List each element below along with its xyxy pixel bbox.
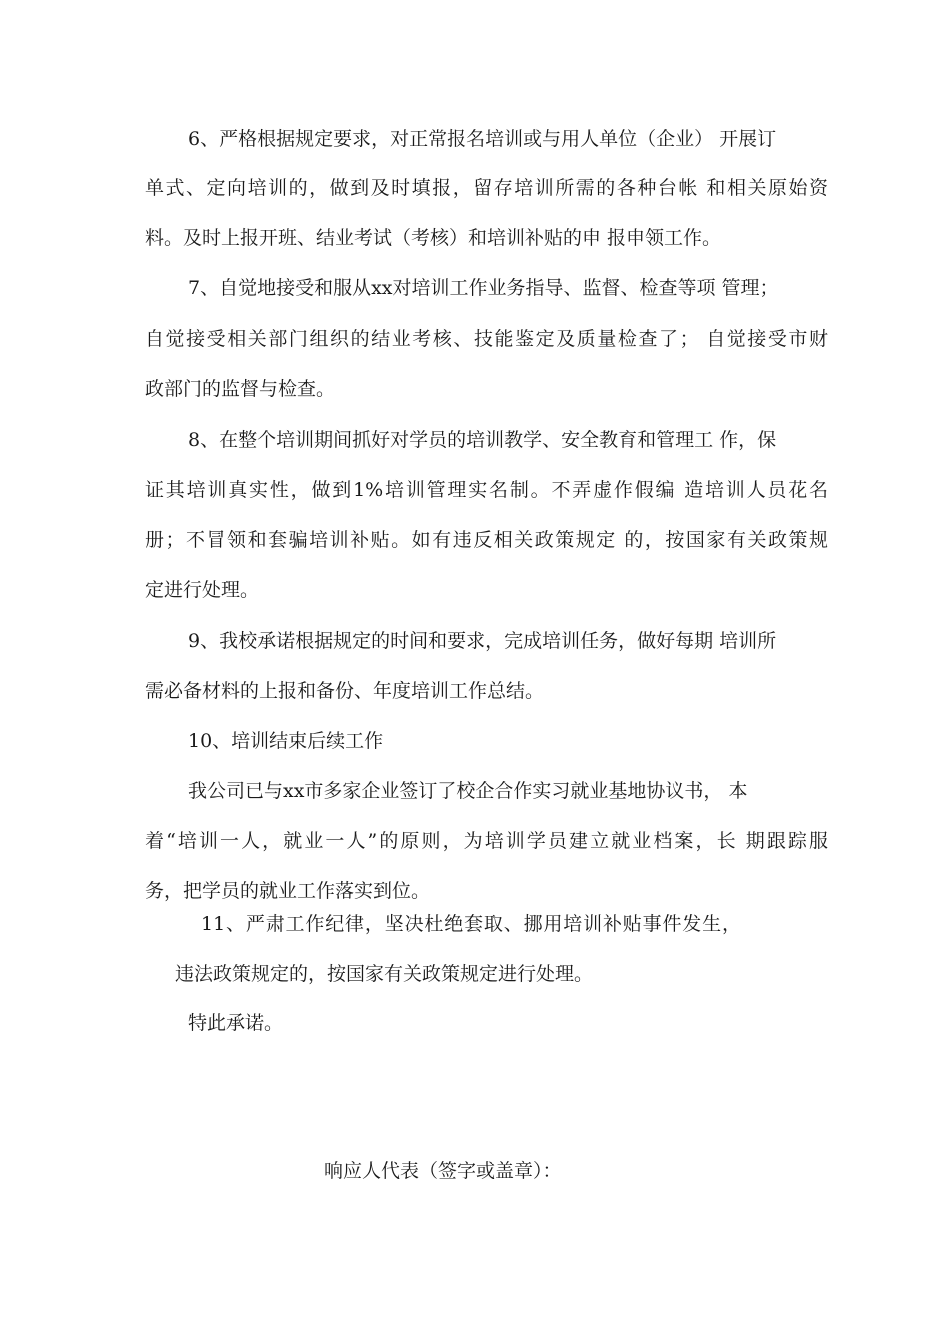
paragraph-7-line-1: 7、自觉地接受和服从xx对培训工作业务指导、监督、检查等项 管理；	[188, 277, 779, 299]
paragraph-8-line-1: 8、在整个培训期间抓好对学员的培训教学、安全教育和管理工 作，保	[188, 429, 777, 451]
signature-label: 响应人代表（签字或盖章）：	[324, 1160, 562, 1182]
paragraph-10b-line-3: 务，把学员的就业工作落实到位。	[145, 880, 431, 902]
paragraph-6-line-1: 6、严格根据规定要求，对正常报名培训或与用人单位（企业） 开展订	[188, 128, 777, 150]
paragraph-11-line-2: 违法政策规定的，按国家有关政策规定进行处理。	[175, 963, 594, 985]
paragraph-7-line-3: 政部门的监督与检查。	[145, 378, 336, 400]
paragraph-8-line-4: 定进行处理。	[145, 579, 260, 601]
closing-statement: 特此承诺。	[188, 1012, 284, 1034]
paragraph-9-line-1: 9、我校承诺根据规定的时间和要求，完成培训任务，做好每期 培训所	[188, 630, 777, 652]
paragraph-7-line-2: 自觉接受相关部门组织的结业考核、技能鉴定及质量检查了； 自觉接受市财	[145, 328, 828, 350]
paragraph-8-line-3: 册；不冒领和套骗培训补贴。如有违反相关政策规定 的，按国家有关政策规	[145, 529, 828, 551]
paragraph-10b-line-1: 我公司已与xx市多家企业签订了校企合作实习就业基地协议书， 本	[188, 780, 748, 802]
paragraph-9-line-2: 需必备材料的上报和备份、年度培训工作总结。	[145, 680, 545, 702]
paragraph-10-line-1: 10、培训结束后续工作	[188, 730, 384, 752]
paragraph-6-line-3: 料。及时上报开班、结业考试（考核）和培训补贴的申 报申领工作。	[145, 227, 722, 249]
paragraph-11-line-1: 11、严肃工作纪律，坚决杜绝套取、挪用培训补贴事件发生，	[201, 913, 741, 935]
paragraph-10b-line-2: 着“培训一人，就业一人”的原则，为培训学员建立就业档案，长 期跟踪服	[145, 830, 828, 852]
paragraph-8-line-2: 证其培训真实性，做到1%培训管理实名制。不弄虚作假编 造培训人员花名	[145, 479, 828, 501]
paragraph-6-line-2: 单式、定向培训的，做到及时填报，留存培训所需的各种台帐 和相关原始资	[145, 177, 828, 199]
